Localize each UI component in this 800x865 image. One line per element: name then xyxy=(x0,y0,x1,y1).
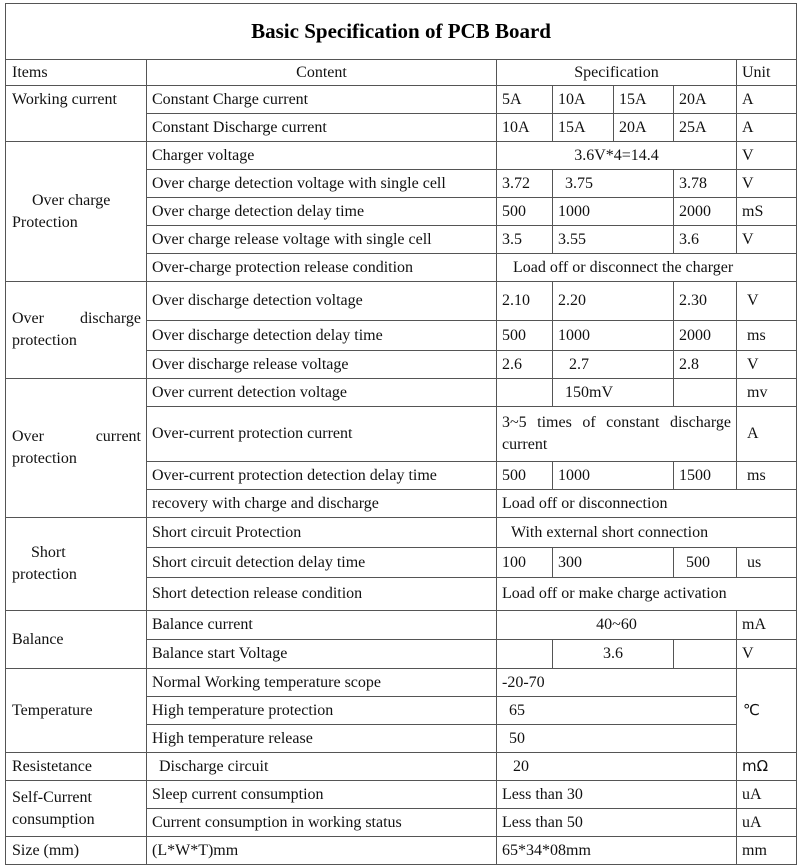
header-unit: Unit xyxy=(737,60,797,86)
unit-cell: mm xyxy=(737,837,797,865)
content-cell: Balance current xyxy=(147,611,497,640)
table-row xyxy=(6,379,797,407)
content-cell: Over-charge protection release condition xyxy=(147,254,497,282)
item-self-current-line2: consumption xyxy=(12,810,95,828)
content-cell: (L*W*T)mm xyxy=(147,837,497,865)
content-cell: Current consumption in working status xyxy=(147,809,497,837)
spec-value: 20 xyxy=(497,753,737,781)
header-row xyxy=(6,60,797,86)
unit-cell: V xyxy=(737,226,797,254)
unit-cell: mA xyxy=(737,611,797,640)
spec-value: 3.72 xyxy=(497,170,553,198)
table-row xyxy=(6,837,797,865)
table-row xyxy=(6,781,797,809)
spec-value: 300 xyxy=(553,548,674,578)
item-self-current xyxy=(6,781,147,837)
content-cell: Over charge detection delay time xyxy=(147,198,497,226)
spec-value: 10A xyxy=(497,114,553,142)
unit-cell: V xyxy=(737,282,797,321)
item-short-circuit xyxy=(6,518,147,611)
spec-value: 500 xyxy=(497,198,553,226)
content-cell: Over charge detection voltage with single cell xyxy=(147,170,497,198)
spec-value: Less than 50 xyxy=(497,809,737,837)
spec-value: Load off or disconnection xyxy=(497,490,797,518)
spec-value: 20A xyxy=(674,86,737,114)
spec-table xyxy=(5,3,797,865)
spec-value: 65 xyxy=(497,697,737,725)
table-row xyxy=(6,669,797,697)
spec-value: 15A xyxy=(553,114,614,142)
content-cell: Constant Discharge current xyxy=(147,114,497,142)
content-cell: Over-current protection current xyxy=(147,407,497,462)
content-cell: Normal Working temperature scope xyxy=(147,669,497,697)
item-over-charge xyxy=(6,142,147,282)
spec-value: 3.78 xyxy=(674,170,737,198)
unit-cell: A xyxy=(737,86,797,114)
spec-value: 3.6 xyxy=(553,640,674,669)
spec-value: 40~60 xyxy=(497,611,737,640)
spec-value: 2000 xyxy=(674,321,737,351)
table-row xyxy=(6,611,797,640)
content-cell: Over charge release voltage with single cell xyxy=(147,226,497,254)
spec-value: 2.8 xyxy=(674,351,737,379)
spec-value: Load off or make charge activation xyxy=(497,578,797,611)
table-row xyxy=(6,518,797,548)
spec-value: 2.6 xyxy=(497,351,553,379)
spec-value: 3.6 xyxy=(674,226,737,254)
spec-value: 2000 xyxy=(674,198,737,226)
item-balance: Balance xyxy=(6,611,147,669)
table-row xyxy=(6,142,797,170)
spec-value: 25A xyxy=(674,114,737,142)
content-cell: recovery with charge and discharge xyxy=(147,490,497,518)
item-self-current-line1: Self-Current xyxy=(12,788,92,806)
item-over-current: Over current protection xyxy=(6,379,147,518)
item-temperature: Temperature xyxy=(6,669,147,753)
content-cell: High temperature release xyxy=(147,725,497,753)
spec-value: 2.7 xyxy=(553,351,674,379)
spec-value: 500 xyxy=(497,321,553,351)
spec-value: 3.55 xyxy=(553,226,674,254)
content-cell: Over current detection voltage xyxy=(147,379,497,407)
spec-value: -20-70 xyxy=(497,669,737,697)
unit-cell: V xyxy=(737,142,797,170)
spec-value xyxy=(674,640,737,669)
spec-value: With external short connection xyxy=(497,518,797,548)
spec-value: 65*34*08mm xyxy=(497,837,737,865)
unit-cell: ms xyxy=(737,321,797,351)
spec-value xyxy=(497,640,553,669)
table-row xyxy=(6,86,797,114)
unit-cell: V xyxy=(737,640,797,669)
spec-value: 500 xyxy=(674,548,737,578)
spec-value xyxy=(497,379,553,407)
item-short-line2: protection xyxy=(12,566,77,583)
spec-value: 1000 xyxy=(553,198,674,226)
content-cell: Charger voltage xyxy=(147,142,497,170)
spec-value: 2.10 xyxy=(497,282,553,321)
header-content: Content xyxy=(147,60,497,86)
table-title: Basic Specification of PCB Board xyxy=(6,4,797,60)
unit-cell: uA xyxy=(737,809,797,837)
spec-value: 3.6V*4=14.4 xyxy=(497,142,737,170)
unit-cell: A xyxy=(737,114,797,142)
content-cell: Over discharge release voltage xyxy=(147,351,497,379)
spec-value: 2.30 xyxy=(674,282,737,321)
spec-value: 3.75 xyxy=(553,170,674,198)
unit-cell: ms xyxy=(737,462,797,490)
content-cell: Constant Charge current xyxy=(147,86,497,114)
title-row xyxy=(6,4,797,60)
spec-value: 3.5 xyxy=(497,226,553,254)
spec-value: 500 xyxy=(497,462,553,490)
spec-value: 20A xyxy=(614,114,674,142)
content-cell: Discharge circuit xyxy=(147,753,497,781)
unit-cell: uA xyxy=(737,781,797,809)
item-working-current: Working current xyxy=(6,86,147,142)
item-over-charge-line2: Protection xyxy=(12,213,78,231)
spec-value: 1000 xyxy=(553,462,674,490)
content-cell: Over discharge detection delay time xyxy=(147,321,497,351)
unit-cell: us xyxy=(737,548,797,578)
unit-cell: mv xyxy=(737,379,797,407)
unit-cell: V xyxy=(737,170,797,198)
content-cell: Short detection release condition xyxy=(147,578,497,611)
content-cell: High temperature protection xyxy=(147,697,497,725)
item-over-discharge: Over discharge protection xyxy=(6,282,147,379)
spec-value: 100 xyxy=(497,548,553,578)
spec-value: 10A xyxy=(553,86,614,114)
content-cell: Short circuit detection delay time xyxy=(147,548,497,578)
spec-value: 5A xyxy=(497,86,553,114)
content-cell: Balance start Voltage xyxy=(147,640,497,669)
spec-value: 1000 xyxy=(553,321,674,351)
item-over-charge-line1: Over charge xyxy=(32,191,111,209)
spec-value: 50 xyxy=(497,725,737,753)
spec-value: Less than 30 xyxy=(497,781,737,809)
unit-cell: V xyxy=(737,351,797,379)
spec-value: 15A xyxy=(614,86,674,114)
item-short-line1: Short xyxy=(31,544,66,562)
content-cell: Short circuit Protection xyxy=(147,518,497,548)
header-specification: Specification xyxy=(497,60,737,86)
header-items: Items xyxy=(6,60,147,86)
unit-cell: mΩ xyxy=(737,753,797,781)
spec-value: 1500 xyxy=(674,462,737,490)
unit-cell: ℃ xyxy=(737,669,797,753)
item-resistance: Resistetance xyxy=(6,753,147,781)
spec-value: Load off or disconnect the charger xyxy=(497,254,797,282)
unit-cell: mS xyxy=(737,198,797,226)
spec-value: 3~5 times of constant discharge current xyxy=(497,407,737,462)
unit-cell: A xyxy=(737,407,797,462)
spec-value: 2.20 xyxy=(553,282,674,321)
spec-value xyxy=(674,379,737,407)
table-row xyxy=(6,753,797,781)
content-cell: Over-current protection detection delay time xyxy=(147,462,497,490)
spec-value: 150mV xyxy=(553,379,674,407)
item-size: Size (mm) xyxy=(6,837,147,865)
content-cell: Over discharge detection voltage xyxy=(147,282,497,321)
content-cell: Sleep current consumption xyxy=(147,781,497,809)
table-row xyxy=(6,282,797,321)
